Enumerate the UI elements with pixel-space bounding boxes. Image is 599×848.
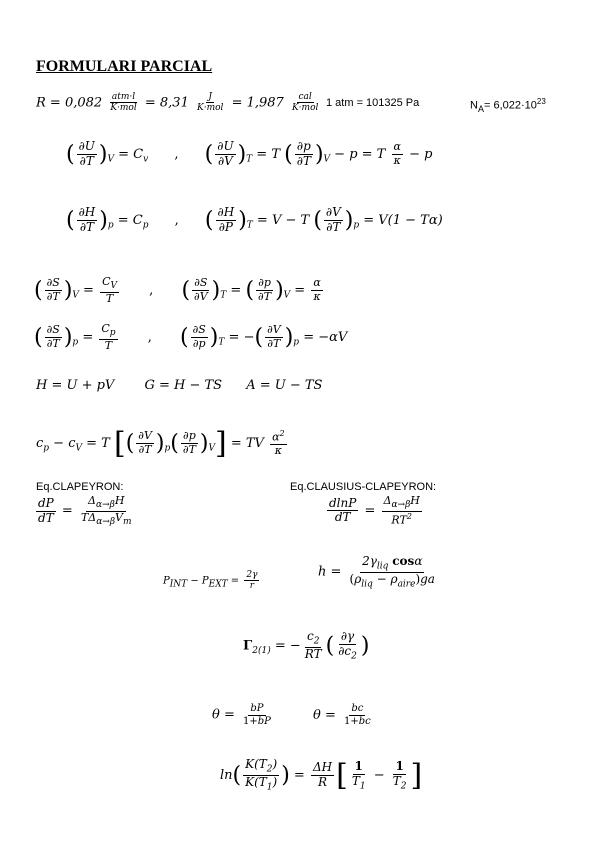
avogadro-number xyxy=(470,97,546,114)
formula-gibbs-adsorption: $\Gamma_{2(1)}$ = − $\frac{c_2}{RT}$ ( $\frac{\partial\gamma}{\partial c_2}$ ) xyxy=(243,629,370,662)
avogadro-exponent: 23 xyxy=(536,97,546,106)
gas-constant-value-3: = 1,987 xyxy=(231,95,284,111)
avogadro-value: = 6,022·10 xyxy=(483,99,537,112)
formula-capillary: h = $\frac{2\gamma_{liq} \cos\alpha}{(\rho_{liq} - \rho_{aire})ga}$ xyxy=(318,554,435,590)
formula-ds-dt-p: ( $\frac{\partial S}{\partial T}$ )$_p$ = $\frac{C_p}{T}$ , ( $\frac{\partial S}{\partial p}$ )$_T$ = −( $\frac{\partial V}{\partial T}$ )$_p = -\alpha V$ xyxy=(34,322,348,352)
avogadro-symbol: N xyxy=(470,99,478,112)
formula-laplace: $P_{INT} - P_{EXT}$ = $\frac{2\gamma}{r}$ xyxy=(163,570,258,592)
unit-fraction-2 xyxy=(195,92,225,114)
unit-fraction-3 xyxy=(290,92,320,114)
gas-constant-value-2: = 8,31 xyxy=(144,95,189,111)
page-title: FORMULARI PARCIAL xyxy=(36,58,213,75)
unit-num-3: cal xyxy=(298,92,312,102)
atm-conversion: 1 atm = 101325 Pa xyxy=(326,97,420,109)
avogadro-sub: A xyxy=(477,103,484,114)
formula-clapeyron: $\frac{dP}{dT}$ = $\frac{\Delta_{\alpha\to\beta}H}{T\Delta_{\alpha\to\beta}V_m}$ xyxy=(38,494,132,527)
formula-du-dt: ( $\frac{\partial U}{\partial T}$ )$_V = C_v$ , ( $\frac{\partial U}{\partial V}$ )$_T = T$ ( $\frac{\partial p}{\partial T}$ )$_V - p = T$ $\frac{\alpha}{\kappa}$ − p xyxy=(66,139,433,168)
formula-vant-hoff: ln( $\frac{K(T_2)}{K(T_1)}$ ) = $\frac{\Delta H}{R}$ [ $\frac{1}{T_1}$ − $\frac{1}{T_2}$ ] xyxy=(220,757,423,793)
formula-thermo-potentials: H = U + pV G = H − TS A = U − TS xyxy=(36,378,323,393)
label-clausius-clapeyron: Eq.CLAUSIUS-CLAPEYRON: xyxy=(290,481,437,493)
unit-den-1: K·mol xyxy=(110,103,137,114)
gas-constant-value: R = 0,082 xyxy=(36,95,103,111)
gas-constant-formula xyxy=(36,92,322,114)
label-clapeyron: Eq.CLAPEYRON: xyxy=(36,481,124,493)
unit-fraction-1 xyxy=(108,92,138,114)
formula-ds-dt-v: ( $\frac{\partial S}{\partial T}$ )$_V$ = $\frac{C_V}{T}$ , ( $\frac{\partial S}{\partial V}$ )$_T$ = ( $\frac{\partial p}{\partial T}$ )$_V$ = $\frac{\alpha}{\kappa}$ xyxy=(34,275,321,305)
formula-dh-dt: ( $\frac{\partial H}{\partial T}$ )$_p = C_p$ , ( $\frac{\partial H}{\partial P}$ )$_T = V - T$ ( $\frac{\partial V}{\partial T}$ )$_p = V(1 - T\alpha)$ xyxy=(66,205,443,234)
unit-den-2: K·mol xyxy=(197,103,224,114)
unit-num-1: atm·l xyxy=(111,92,136,102)
unit-num-2: J xyxy=(208,92,213,102)
formula-langmuir: θ = $\frac{bP}{1+bP}$ θ = $\frac{bc}{1+bc}$ xyxy=(212,703,371,727)
unit-den-3: K·mol xyxy=(291,103,319,114)
formula-cp-cv: $c_p - c_V = T$ [( $\frac{\partial V}{\partial T}$ )$_p$( $\frac{\partial p}{\partial T}$ )$_V$] = TV $\frac{\alpha^2}{\kappa}$ xyxy=(36,426,285,461)
formula-clausius-clapeyron: $\frac{dlnP}{dT}$ = $\frac{\Delta_{\alpha\to\beta}H}{RT^2}$ xyxy=(329,494,420,527)
